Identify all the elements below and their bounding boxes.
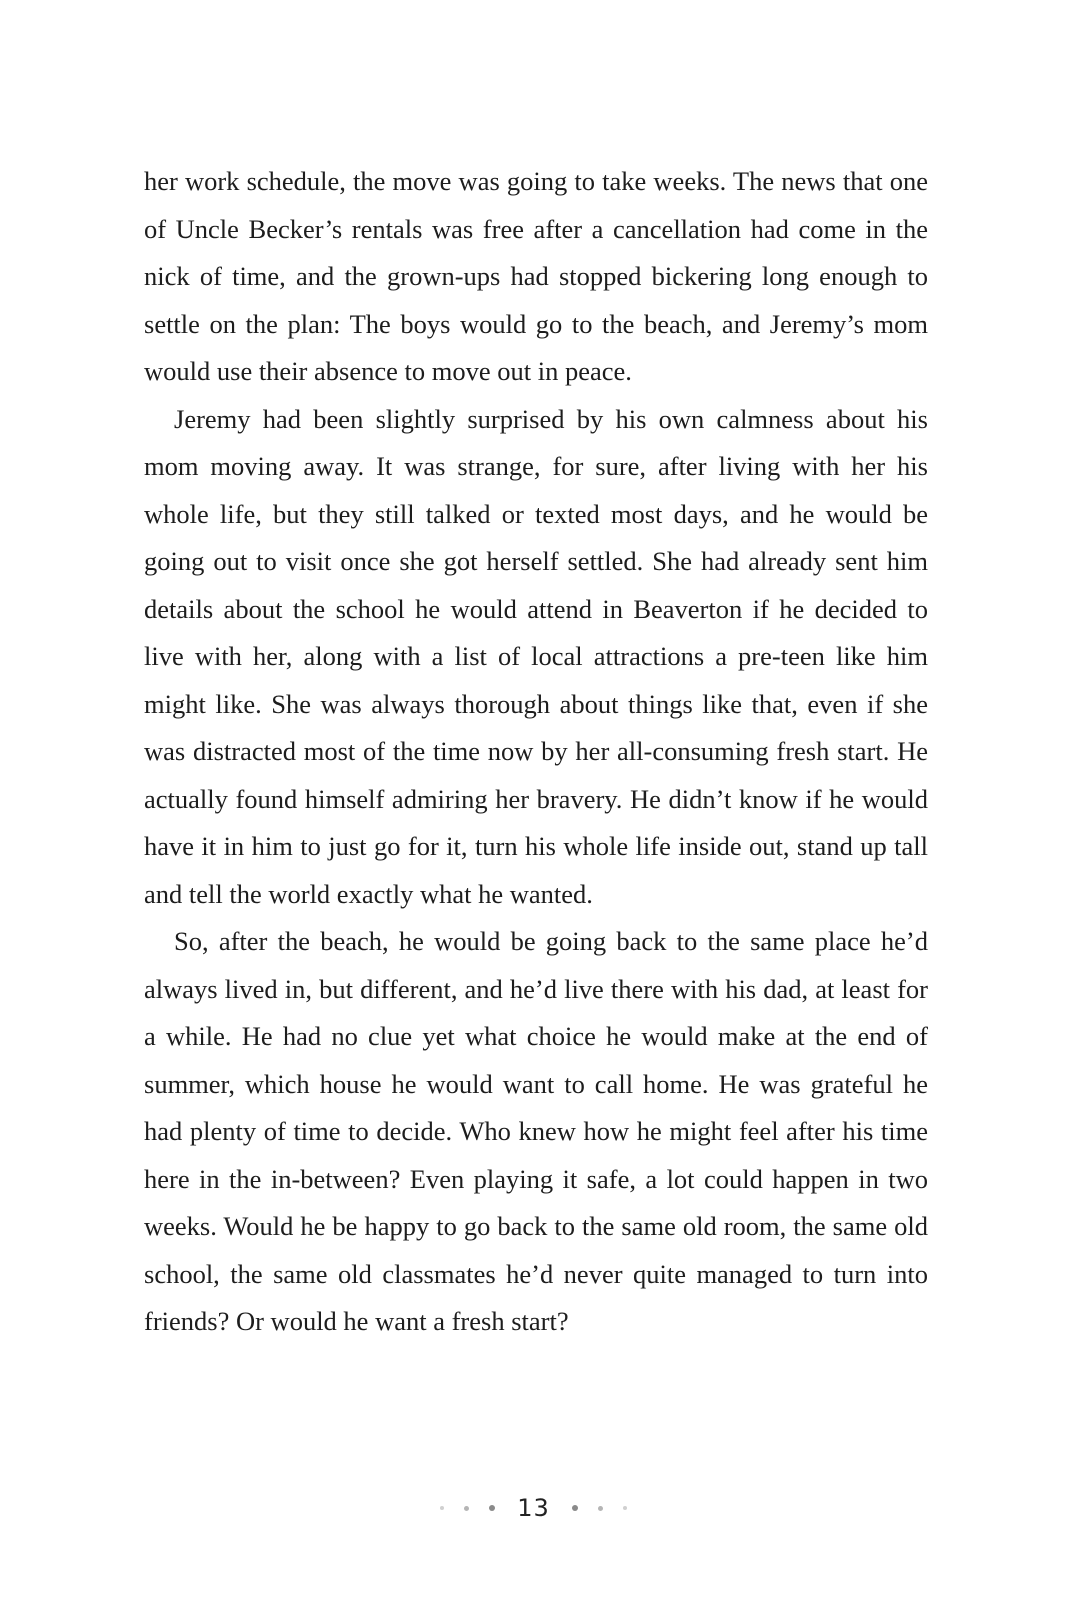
ornament-dot-icon: [623, 1506, 627, 1510]
ornament-dot-icon: [464, 1506, 469, 1511]
ornament-dot-icon: [489, 1505, 495, 1511]
page-number: 13: [517, 1494, 550, 1522]
paragraph-1: her work schedule, the move was going to take weeks. The news that one of Uncle Becker’s rentals was free after a cancellation had come in the nick of time, and the grown-ups had stopped bickering long enough to settle on the plan: The boys would go to the beach, and Jeremy’s mom would use their absence to move out in peace.: [144, 166, 928, 386]
body-text: [144, 158, 928, 1346]
ornament-dot-icon: [572, 1505, 578, 1511]
paragraph-2: Jeremy had been slightly surprised by his own calmness about his mom moving away. It was strange, for sure, after living with her his whole life, but they still talked or texted most days, and he would be going out to visit once she got herself settled. She had already sent him details about the school he would attend in Beaverton if he decided to live with her, along with a list of local attractions a pre-teen like him might like. She was always thorough about things like that, even if she was distracted most of the time now by her all-consuming fresh start. He actually found himself admiring her bravery. He didn’t know if he would have it in him to just go for it, turn his whole life inside out, stand up tall and tell the world exactly what he wanted.: [144, 403, 928, 909]
ornament-dot-icon: [598, 1506, 603, 1511]
paragraph-3: So, after the beach, he would be going back to the same place he’d always lived in, but different, and he’d live there with his dad, at least for a while. He had no clue yet what choice he would make at the end of summer, which house he would want to call home. He was grateful he had plenty of time to decide. Who knew how he might feel after his time here in the in-between? Even playing it safe, a lot could happen in two weeks. Would he be happy to go back to the same old room, the same old school, the same old classmates he’d never quite managed to turn into friends? Or would he want a fresh start?: [144, 926, 928, 1336]
page-footer: [0, 1488, 1067, 1528]
ornament-dot-icon: [440, 1506, 444, 1510]
